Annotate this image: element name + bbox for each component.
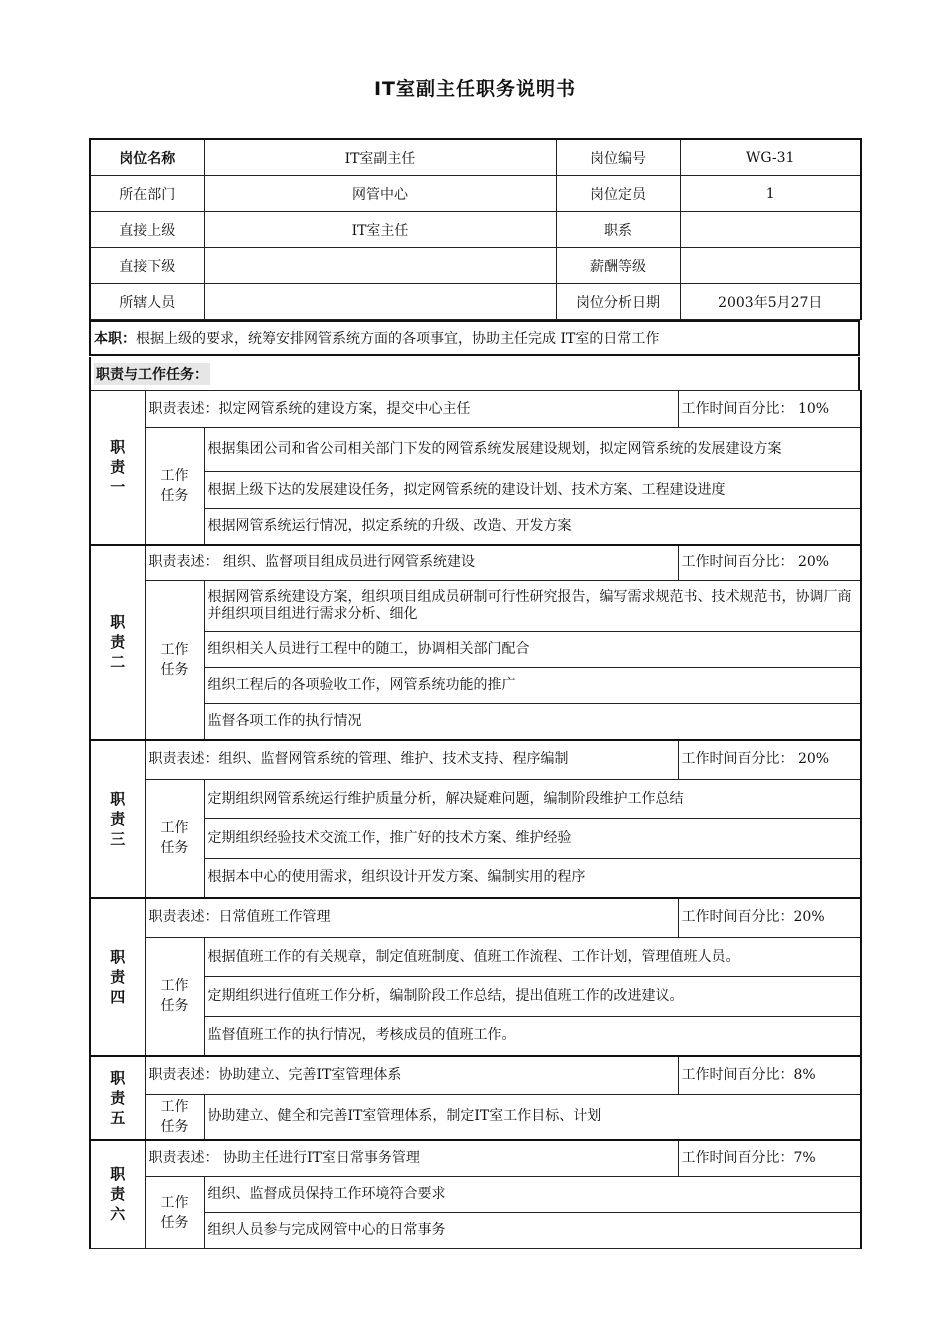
task-label [145, 938, 204, 1056]
duty-title-char: 职 [110, 1068, 126, 1087]
table-row [90, 176, 861, 212]
table-row [90, 391, 861, 428]
task-item: 组织、监督成员保持工作环境符合要求 [204, 1177, 861, 1213]
label-position-name: 岗位名称 [90, 139, 204, 176]
task-label [145, 780, 204, 898]
task-item: 定期组织网管系统运行维护质量分析，解决疑难问题，编制阶段维护工作总结 [204, 780, 861, 819]
task-label-line: 工作 [160, 1194, 189, 1211]
duty-description: 职责表述：拟定网管系统的建设方案，提交中心主任 [145, 391, 678, 428]
task-label-line: 任务 [160, 661, 189, 678]
duty-title-char: 责 [110, 1185, 126, 1204]
duty-title-1 [90, 391, 145, 545]
duty-time-percent: 工作时间百分比： 20% [678, 740, 861, 780]
table-row [90, 740, 861, 780]
task-item: 协助建立、健全和完善IT室管理体系，制定IT室工作目标、计划 [204, 1095, 861, 1140]
table-row [90, 472, 861, 509]
duty-description: 职责表述： 协助主任进行IT室日常事务管理 [145, 1140, 678, 1177]
value-headcount: 1 [680, 176, 861, 212]
task-item: 定期组织经验技术交流工作，推广好的技术方案、维护经验 [204, 819, 861, 859]
duty-title-char: 二 [110, 653, 126, 671]
duty-title-char: 职 [110, 789, 126, 808]
duty-title-char: 责 [110, 633, 126, 651]
duty-title-2 [90, 545, 145, 740]
duty-title-char: 责 [110, 967, 126, 986]
position-info-table [89, 138, 862, 320]
table-row [90, 545, 861, 581]
table-row [90, 139, 861, 176]
duty-title-6 [90, 1140, 145, 1249]
task-item: 根据值班工作的有关规章，制定值班制度、值班工作流程、工作计划，管理值班人员。 [204, 938, 861, 977]
duty-title-char: 责 [110, 458, 126, 477]
label-direct-superior: 直接上级 [90, 212, 204, 248]
task-label [145, 428, 204, 545]
duty-description: 职责表述：日常值班工作管理 [145, 898, 678, 938]
label-job-family: 职系 [556, 212, 680, 248]
label-analysis-date: 岗位分析日期 [556, 284, 680, 320]
task-label-line: 任务 [160, 1214, 189, 1231]
duty-title-char: 一 [110, 478, 126, 497]
duty-description: 职责表述： 组织、监督项目组成员进行网管系统建设 [145, 545, 678, 581]
duty-title-char: 责 [110, 1088, 126, 1107]
table-row [90, 938, 861, 977]
table-row [90, 1017, 861, 1056]
table-row [90, 1213, 861, 1249]
duty-title-char: 职 [110, 1165, 126, 1184]
table-row [90, 1056, 861, 1095]
task-item: 根据集团公司和省公司相关部门下发的网管系统发展建设规划，拟定网管系统的发展建设方案 [204, 428, 861, 472]
task-item: 组织相关人员进行工程中的随工，协调相关部门配合 [204, 632, 861, 668]
task-item: 监督各项工作的执行情况 [204, 704, 861, 740]
value-staff [204, 284, 556, 320]
value-salary-grade [680, 248, 861, 284]
table-row [90, 632, 861, 668]
task-label-line: 工作 [160, 978, 189, 995]
task-item: 根据网管系统建设方案，组织项目组成员研制可行性研究报告，编写需求规范书、技术规范书，协调厂商并组织项目组进行需求分析、细化 [204, 581, 861, 632]
label-salary-grade: 薪酬等级 [556, 248, 680, 284]
task-label-line: 任务 [160, 487, 189, 504]
label-position-code: 岗位编号 [556, 139, 680, 176]
label-headcount: 岗位定员 [556, 176, 680, 212]
duty-title-char: 三 [110, 829, 126, 848]
task-label [145, 581, 204, 740]
duty-title-char: 五 [110, 1108, 126, 1127]
main-responsibility [89, 320, 860, 356]
main-responsibility-text: 根据上级的要求，统筹安排网管系统方面的各项事宜，协助主任完成 IT室的日常工作 [136, 331, 660, 347]
duty-title-4 [90, 898, 145, 1056]
task-label-line: 工作 [160, 820, 189, 837]
main-responsibility-label: 本职： [94, 331, 136, 347]
value-position-code: WG-31 [680, 139, 861, 176]
task-item: 根据本中心的使用需求，组织设计开发方案、编制实用的程序 [204, 859, 861, 898]
value-job-family [680, 212, 861, 248]
value-analysis-date: 2003年5月27日 [680, 284, 861, 320]
task-label [145, 1177, 204, 1249]
duty-title-char: 职 [110, 613, 126, 631]
duty-title-char: 职 [110, 947, 126, 966]
table-row [90, 859, 861, 898]
task-label-line: 任务 [160, 998, 189, 1015]
task-item: 根据网管系统运行情况，拟定系统的升级、改造、开发方案 [204, 509, 861, 545]
table-row [90, 668, 861, 704]
duty-title-5 [90, 1056, 145, 1140]
task-item: 根据上级下达的发展建设任务，拟定网管系统的建设计划、技术方案、工程建设进度 [204, 472, 861, 509]
duty-title-char: 职 [110, 438, 126, 457]
duty-time-percent: 工作时间百分比：8% [678, 1056, 861, 1095]
document-title: IT室副主任职务说明书 [373, 78, 577, 100]
table-row [90, 509, 861, 545]
table-row [90, 248, 861, 284]
table-row [90, 898, 861, 938]
table-row [90, 581, 861, 632]
duty-time-percent: 工作时间百分比：7% [678, 1140, 861, 1177]
label-department: 所在部门 [90, 176, 204, 212]
table-row [90, 704, 861, 740]
duty-title-3 [90, 740, 145, 898]
value-direct-superior: IT室主任 [204, 212, 556, 248]
table-row [90, 212, 861, 248]
task-label-line: 工作 [160, 467, 189, 484]
value-direct-subordinate [204, 248, 556, 284]
table-row [90, 780, 861, 819]
duty-time-percent: 工作时间百分比： 20% [678, 545, 861, 581]
task-label-line: 工作 [160, 641, 189, 658]
duties-heading-label: 职责与工作任务： [94, 363, 210, 385]
duty-title-char: 六 [110, 1205, 126, 1224]
task-item: 组织人员参与完成网管中心的日常事务 [204, 1213, 861, 1249]
table-row [90, 284, 861, 320]
label-staff: 所辖人员 [90, 284, 204, 320]
task-item: 组织工程后的各项验收工作，网管系统功能的推广 [204, 668, 861, 704]
table-row [90, 1140, 861, 1177]
duty-time-percent: 工作时间百分比： 10% [678, 391, 861, 428]
task-label-line: 任务 [160, 1118, 189, 1135]
task-item: 定期组织进行值班工作分析，编制阶段工作总结，提出值班工作的改进建议。 [204, 977, 861, 1017]
task-item: 监督值班工作的执行情况，考核成员的值班工作。 [204, 1017, 861, 1056]
label-direct-subordinate: 直接下级 [90, 248, 204, 284]
task-label-line: 任务 [160, 840, 189, 857]
table-row [90, 1095, 861, 1140]
duty-time-percent: 工作时间百分比：20% [678, 898, 861, 938]
task-label-line: 工作 [160, 1098, 189, 1115]
task-label [145, 1095, 204, 1140]
table-row [90, 428, 861, 472]
table-row [90, 1177, 861, 1213]
duty-title-char: 责 [110, 809, 126, 828]
table-row [90, 977, 861, 1017]
duty-title-char: 四 [110, 987, 126, 1006]
table-row [90, 819, 861, 859]
duty-description: 职责表述：协助建立、完善IT室管理体系 [145, 1056, 678, 1095]
duties-heading [89, 357, 860, 391]
value-position-name: IT室副主任 [204, 139, 556, 176]
value-department: 网管中心 [204, 176, 556, 212]
duty-description: 职责表述：组织、监督网管系统的管理、维护、技术支持、程序编制 [145, 740, 678, 780]
duties-table [89, 390, 862, 1249]
